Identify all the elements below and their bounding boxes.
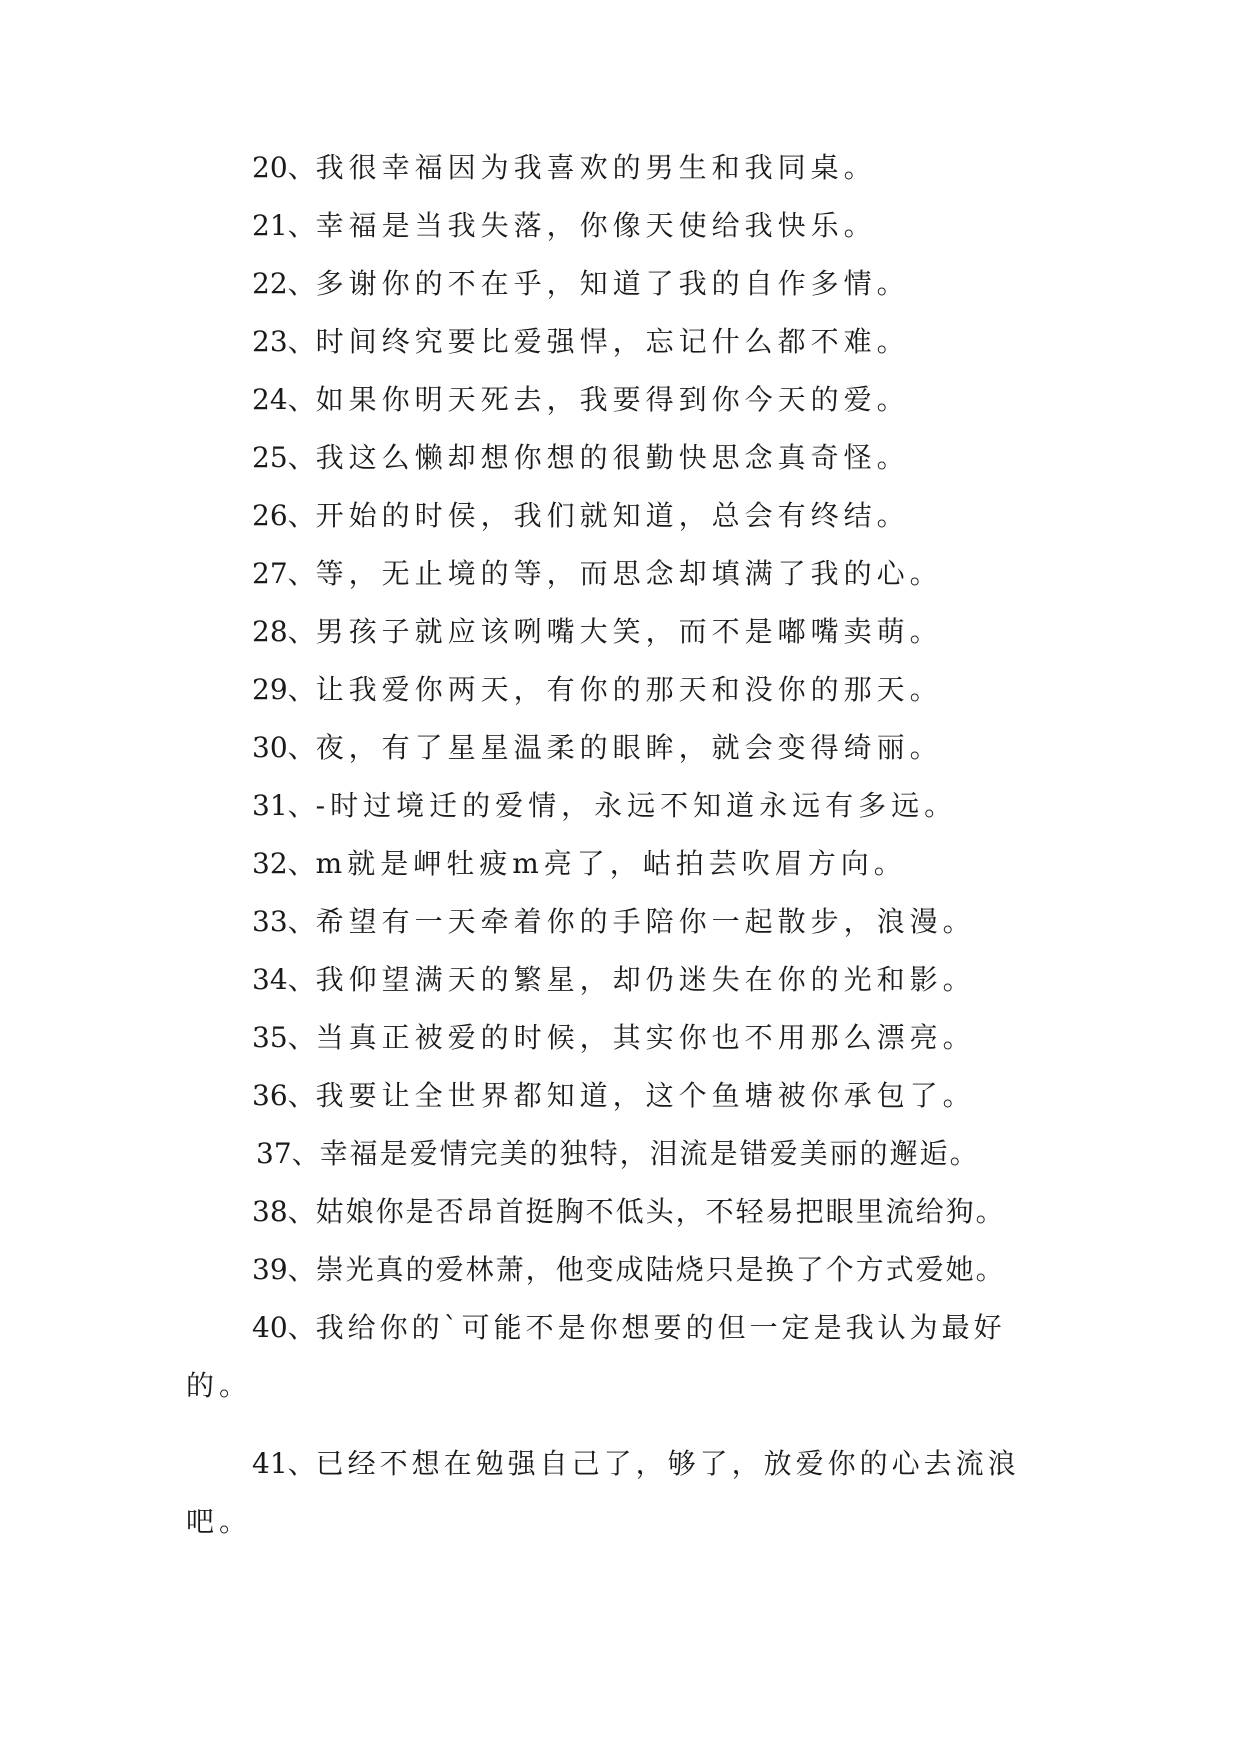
line-41 (252, 1444, 1020, 1484)
line-text: 夜，有了星星温柔的眼眸，就会变得绮丽。 (315, 731, 943, 764)
line-27 (252, 554, 943, 594)
line-number: 26、 (252, 499, 316, 532)
line-number: 29、 (252, 673, 316, 706)
line-25 (252, 438, 910, 478)
line-number: 41、 (252, 1447, 316, 1480)
line-39 (252, 1250, 1006, 1290)
line-23 (252, 322, 910, 362)
line-21 (252, 206, 877, 246)
line-number: 34、 (252, 963, 316, 996)
line-text: 开始的时侯，我们就知道，总会有终结。 (315, 499, 910, 532)
line-text: 希望有一天牵着你的手陪你一起散步，浪漫。 (315, 905, 976, 938)
line-20 (252, 148, 877, 188)
line-number: 38、 (252, 1195, 316, 1228)
line-34 (252, 960, 976, 1000)
line-number: 30、 (252, 731, 316, 764)
line-33 (252, 902, 976, 942)
line-number: 40、 (252, 1311, 316, 1344)
line-22 (252, 264, 910, 304)
line-38 (252, 1192, 1006, 1232)
line-text: 时间终究要比爱强悍，忘记什么都不难。 (315, 325, 910, 358)
line-41-continuation (186, 1502, 252, 1542)
line-text: 崇光真的爱林萧，他变成陆烧只是换了个方式爱她。 (315, 1253, 1006, 1286)
line-text: 我这么懒却想你想的很勤快思念真奇怪。 (315, 441, 910, 474)
line-number: 23、 (252, 325, 316, 358)
line-37 (256, 1134, 980, 1174)
line-text: 等，无止境的等，而思念却填满了我的心。 (315, 557, 943, 590)
line-number: 37、 (256, 1137, 320, 1170)
line-26 (252, 496, 910, 536)
line-text: 姑娘你是否昂首挺胸不低头，不轻易把眼里流给狗。 (315, 1195, 1006, 1228)
line-29 (252, 670, 943, 710)
line-number: 25、 (252, 441, 316, 474)
line-number: 35、 (252, 1021, 316, 1054)
line-text: 我很幸福因为我喜欢的男生和我同桌。 (315, 151, 877, 184)
line-text: 如果你明天死去，我要得到你今天的爱。 (315, 383, 910, 416)
line-text: 当真正被爱的时候，其实你也不用那么漂亮。 (315, 1021, 976, 1054)
line-number: 39、 (252, 1253, 316, 1286)
line-28 (252, 612, 943, 652)
line-40-continuation (186, 1366, 252, 1406)
line-text: 我给你的`可能不是你想要的但一定是我认为最好 (315, 1311, 1006, 1344)
line-text: 我要让全世界都知道，这个鱼塘被你承包了。 (315, 1079, 976, 1112)
line-text: 的。 (186, 1369, 253, 1402)
line-text: 多谢你的不在乎，知道了我的自作多情。 (315, 267, 910, 300)
line-number: 22、 (252, 267, 316, 300)
line-40 (252, 1308, 1006, 1348)
line-text: 已经不想在勉强自己了，够了，放爱你的心去流浪 (315, 1447, 1020, 1480)
line-30 (252, 728, 943, 768)
line-text: 让我爱你两天，有你的那天和没你的那天。 (315, 673, 943, 706)
line-number: 24、 (252, 383, 316, 416)
line-number: 32、 (252, 847, 316, 880)
line-32 (252, 844, 907, 884)
line-text: 我仰望满天的繁星，却仍迷失在你的光和影。 (315, 963, 976, 996)
line-text: 幸福是爱情完美的独特，泪流是错爱美丽的邂逅。 (319, 1137, 980, 1170)
line-35 (252, 1018, 976, 1058)
line-text: m就是岬牡疲m亮了，岵拍芸吹眉方向。 (315, 847, 907, 880)
line-text: 男孩子就应该咧嘴大笑，而不是嘟嘴卖萌。 (315, 615, 943, 648)
line-24 (252, 380, 910, 420)
line-number: 33、 (252, 905, 316, 938)
line-number: 21、 (252, 209, 316, 242)
line-36 (252, 1076, 976, 1116)
line-31 (252, 786, 957, 826)
line-text: 吧。 (186, 1505, 253, 1538)
line-number: 36、 (252, 1079, 316, 1112)
line-number: 27、 (252, 557, 316, 590)
line-text: 幸福是当我失落，你像天使给我快乐。 (315, 209, 877, 242)
line-number: 20、 (252, 151, 316, 184)
line-number: 28、 (252, 615, 316, 648)
line-number: 31、 (252, 789, 316, 822)
line-text: -时过境迁的爱情，永远不知道永远有多远。 (315, 789, 958, 822)
